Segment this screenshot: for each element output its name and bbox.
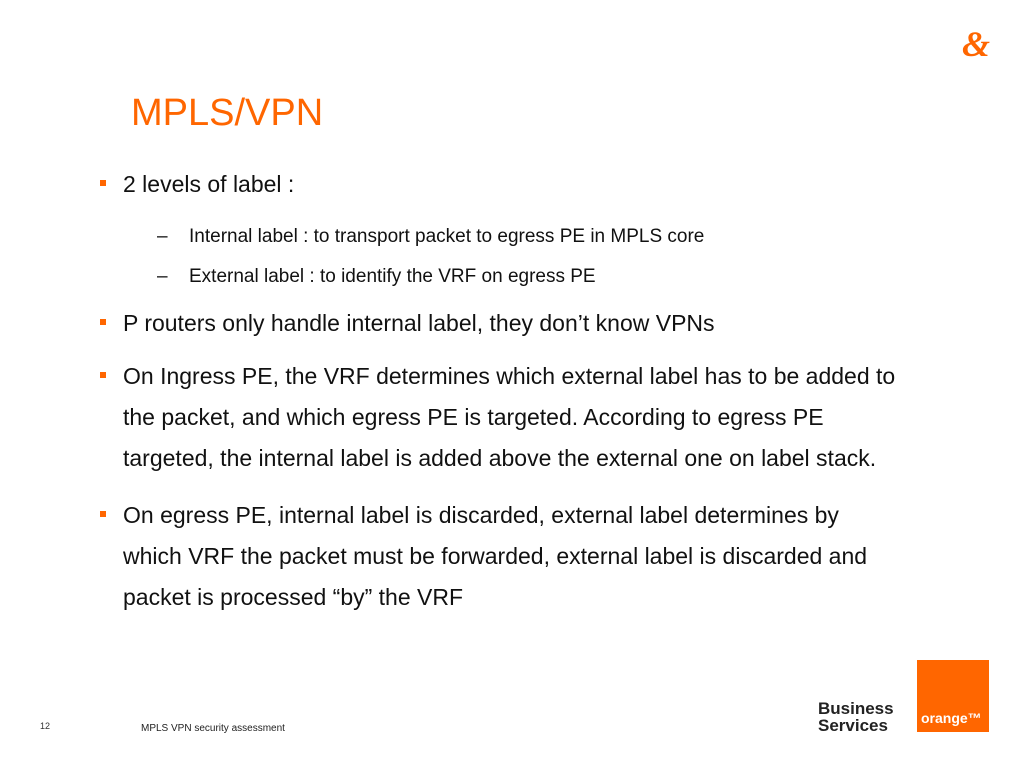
bullet-list xyxy=(100,164,900,618)
square-bullet-icon xyxy=(100,372,106,378)
sub-bullet-text: External label : to identify the VRF on egress PE xyxy=(189,266,596,287)
page-number: 12 xyxy=(40,721,51,731)
dash-marker: – xyxy=(157,226,168,247)
bullet-item xyxy=(100,303,900,344)
bullet-item xyxy=(100,356,900,479)
sub-bullet-item xyxy=(100,265,900,288)
orange-logo xyxy=(917,660,989,732)
square-bullet-icon xyxy=(100,319,106,325)
bullet-item xyxy=(100,164,900,205)
bullet-text: On Ingress PE, the VRF determines which external label has to be added to the packet, and which egress PE is targeted. According to egress PE targeted, the internal label is added above the external one on label stack. xyxy=(123,363,896,471)
sub-bullet-text: Internal label : to transport packet to egress PE in MPLS core xyxy=(189,226,705,247)
business-services-label xyxy=(818,700,894,734)
brand-line-1: Business xyxy=(818,699,894,718)
brand-line-2: Services xyxy=(818,716,888,735)
square-bullet-icon xyxy=(100,180,106,186)
square-bullet-icon xyxy=(100,511,106,517)
orange-ampersand-logo: & xyxy=(962,24,991,64)
footer-text: MPLS VPN security assessment xyxy=(141,723,285,734)
bullet-text: P routers only handle internal label, they don’t know VPNs xyxy=(123,310,715,336)
dash-marker: – xyxy=(157,266,168,287)
bullet-item xyxy=(100,495,900,618)
sub-bullet-item xyxy=(100,225,900,248)
bullet-text: 2 levels of label : xyxy=(123,171,295,197)
slide-title: MPLS/VPN xyxy=(131,92,324,134)
bullet-text: On egress PE, internal label is discarded, external label determines by which VRF the packet must be forwarded, external label is discarded and packet is processed “by” the VRF xyxy=(123,502,868,610)
orange-logo-text: orange™ xyxy=(921,710,982,726)
